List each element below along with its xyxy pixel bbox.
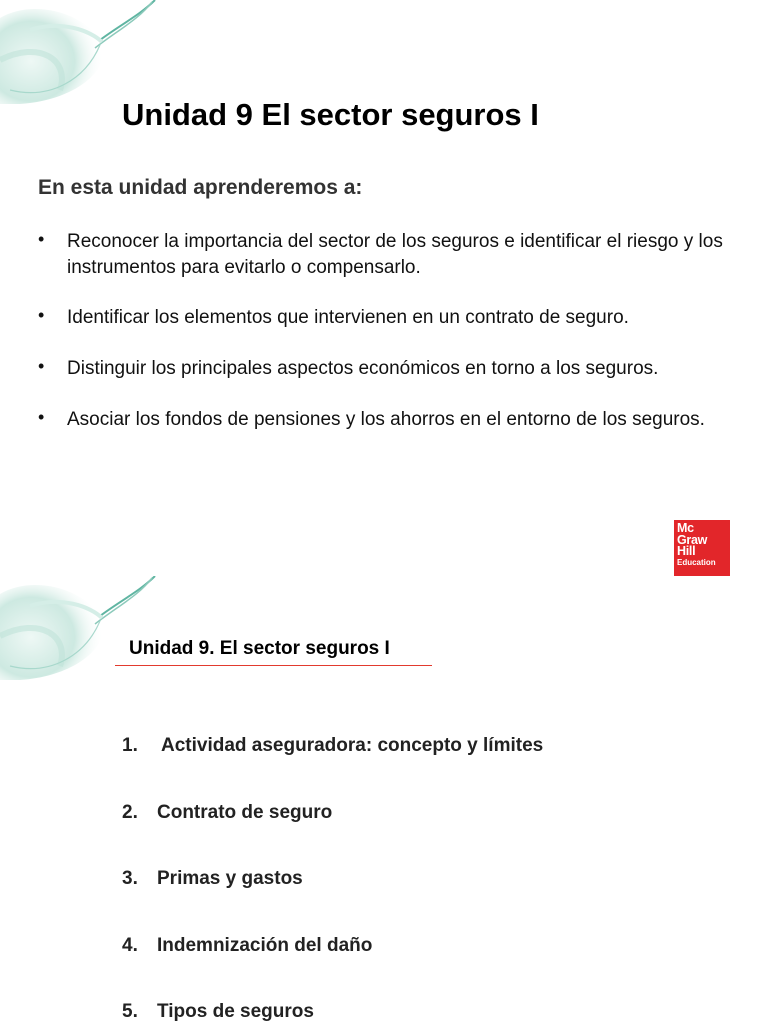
item-number: 3. bbox=[122, 868, 138, 889]
logo-line: Education bbox=[677, 557, 716, 567]
list-item bbox=[38, 407, 750, 433]
teal-swirl-decoration bbox=[0, 0, 160, 104]
bullet-icon: • bbox=[38, 229, 45, 249]
item-number: 2. bbox=[122, 801, 138, 823]
objective-text: Identificar los elementos que intervienen en un contrato de seguro. bbox=[67, 307, 629, 328]
list-item bbox=[38, 356, 750, 382]
bullet-icon: • bbox=[38, 356, 45, 376]
slide-title: Unidad 9. El sector seguros I bbox=[129, 638, 390, 659]
item-label: Actividad aseguradora: concepto y límites bbox=[161, 735, 544, 756]
objective-text: Distinguir los principales aspectos económicos en torno a los seguros. bbox=[67, 358, 659, 379]
logo-line: Hill bbox=[677, 544, 696, 558]
item-label: Contrato de seguro bbox=[157, 801, 333, 823]
list-item bbox=[122, 866, 543, 933]
list-item bbox=[122, 733, 543, 800]
objectives-intro: En esta unidad aprenderemos a: bbox=[38, 176, 363, 199]
logo-line: Mc bbox=[677, 521, 694, 535]
list-item bbox=[122, 999, 543, 1024]
item-number: 4. bbox=[122, 934, 138, 956]
title-underline bbox=[115, 665, 432, 666]
list-item bbox=[38, 305, 750, 331]
bullet-icon: • bbox=[38, 407, 45, 427]
contents-list bbox=[122, 733, 543, 1024]
objectives-list bbox=[38, 229, 750, 433]
slide-title: Unidad 9 El sector seguros I bbox=[122, 97, 539, 132]
list-item bbox=[38, 229, 750, 281]
list-item bbox=[122, 933, 543, 1000]
item-number: 5. bbox=[122, 1001, 138, 1022]
mcgraw-hill-logo bbox=[674, 520, 730, 576]
item-label: Primas y gastos bbox=[157, 868, 303, 889]
item-number: 1. bbox=[122, 735, 138, 756]
list-item bbox=[122, 800, 543, 867]
item-label: Tipos de seguros bbox=[157, 1001, 314, 1022]
bullet-icon: • bbox=[38, 305, 45, 325]
logo-line: Graw bbox=[677, 532, 708, 547]
slide-contents bbox=[0, 576, 768, 1024]
item-label: Indemnización del daño bbox=[157, 934, 373, 956]
objective-text: Asociar los fondos de pensiones y los ahorros en el entorno de los seguros. bbox=[67, 409, 705, 430]
objective-text: Reconocer la importancia del sector de los seguros e identificar el riesgo y los instrumentos para evitarlo o compensarlo. bbox=[67, 231, 723, 278]
